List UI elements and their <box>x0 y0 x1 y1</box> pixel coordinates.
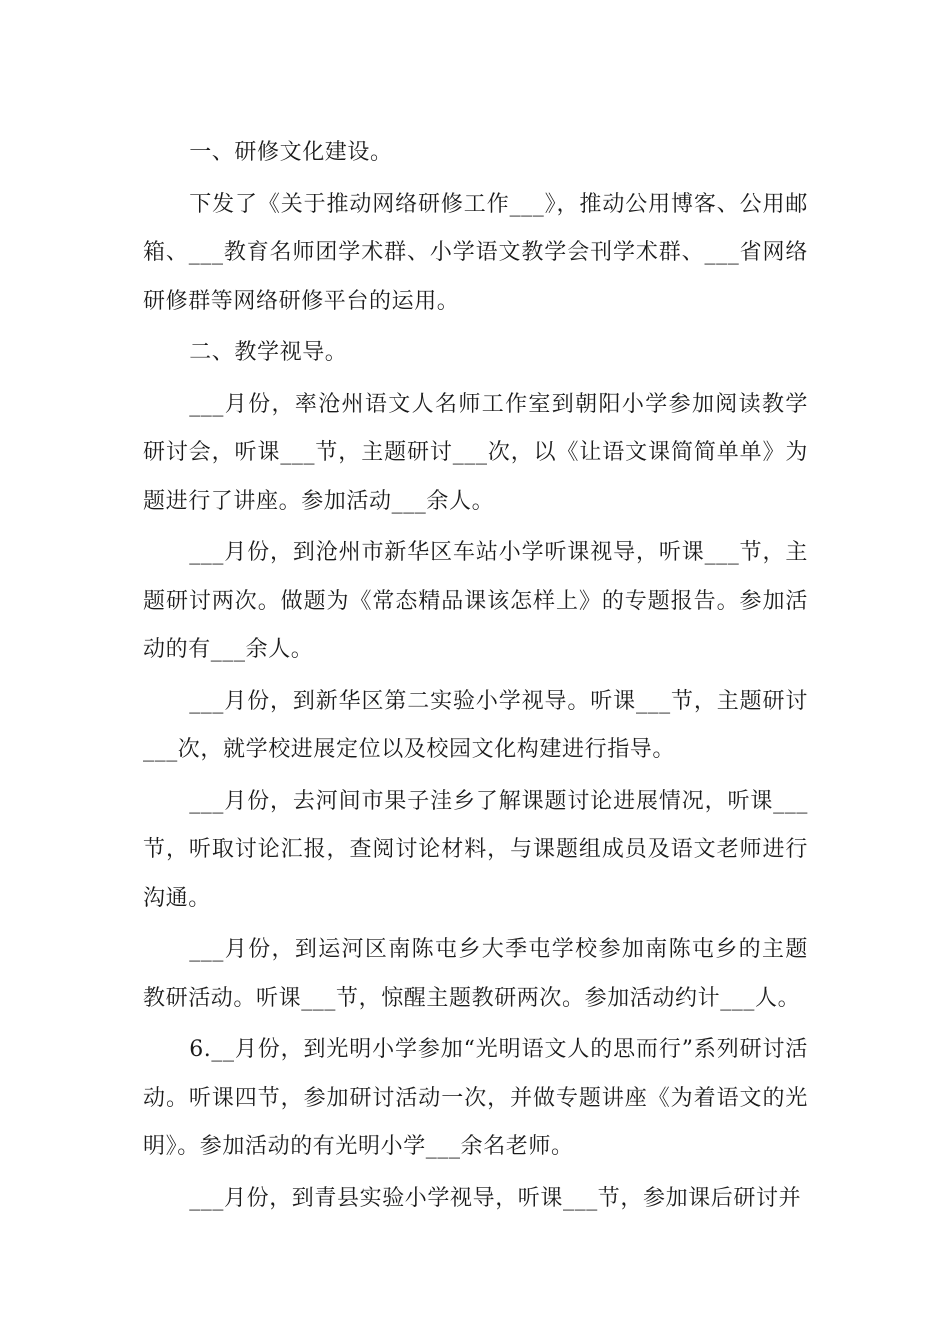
paragraph: ___月份，到新华区第二实验小学视导。听课___节，主题研讨___次，就学校进展定位以及校园文化构建进行指导。 <box>143 688 808 762</box>
paragraph: ___月份，到运河区南陈屯乡大季屯学校参加南陈屯乡的主题教研活动。听课___节，惊醒主题教研两次。参加活动约计___人。 <box>143 937 808 1011</box>
paragraph: ___月份，到青县实验小学视导，听课___节，参加课后研讨并 <box>189 1185 802 1211</box>
document-body <box>143 129 808 1226</box>
paragraph: 下发了《关于推动网络研修工作___》，推动公用博客、公用邮箱、___教育名师团学术群、小学语文教学会刊学术群、___省网络研修群等网络研修平台的运用。 <box>143 191 808 314</box>
paragraph: 6.__月份，到光明小学参加“光明语文人的思而行”系列研讨活动。听课四节，参加研讨活动一次，并做专题讲座《为着语文的光明》。参加活动的有光明小学___余名老师。 <box>143 1037 808 1159</box>
paragraph: ___月份，率沧州语文人名师工作室到朝阳小学参加阅读教学研讨会，听课___节，主题研讨___次，以《让语文课简简单单》为题进行了讲座。参加活动___余人。 <box>143 391 808 514</box>
paragraph: ___月份，去河间市果子洼乡了解课题讨论进展情况，听课___节，听取讨论汇报，查阅讨论材料，与课题组成员及语文老师进行沟通。 <box>143 788 808 911</box>
section-heading-1: 一、研修文化建设。 <box>189 140 393 165</box>
section-heading-2: 二、教学视导。 <box>189 340 348 365</box>
paragraph: ___月份，到沧州市新华区车站小学听课视导，听课___节，主题研讨两次。做题为《常态精品课该怎样上》的专题报告。参加活动的有___余人。 <box>143 540 808 662</box>
